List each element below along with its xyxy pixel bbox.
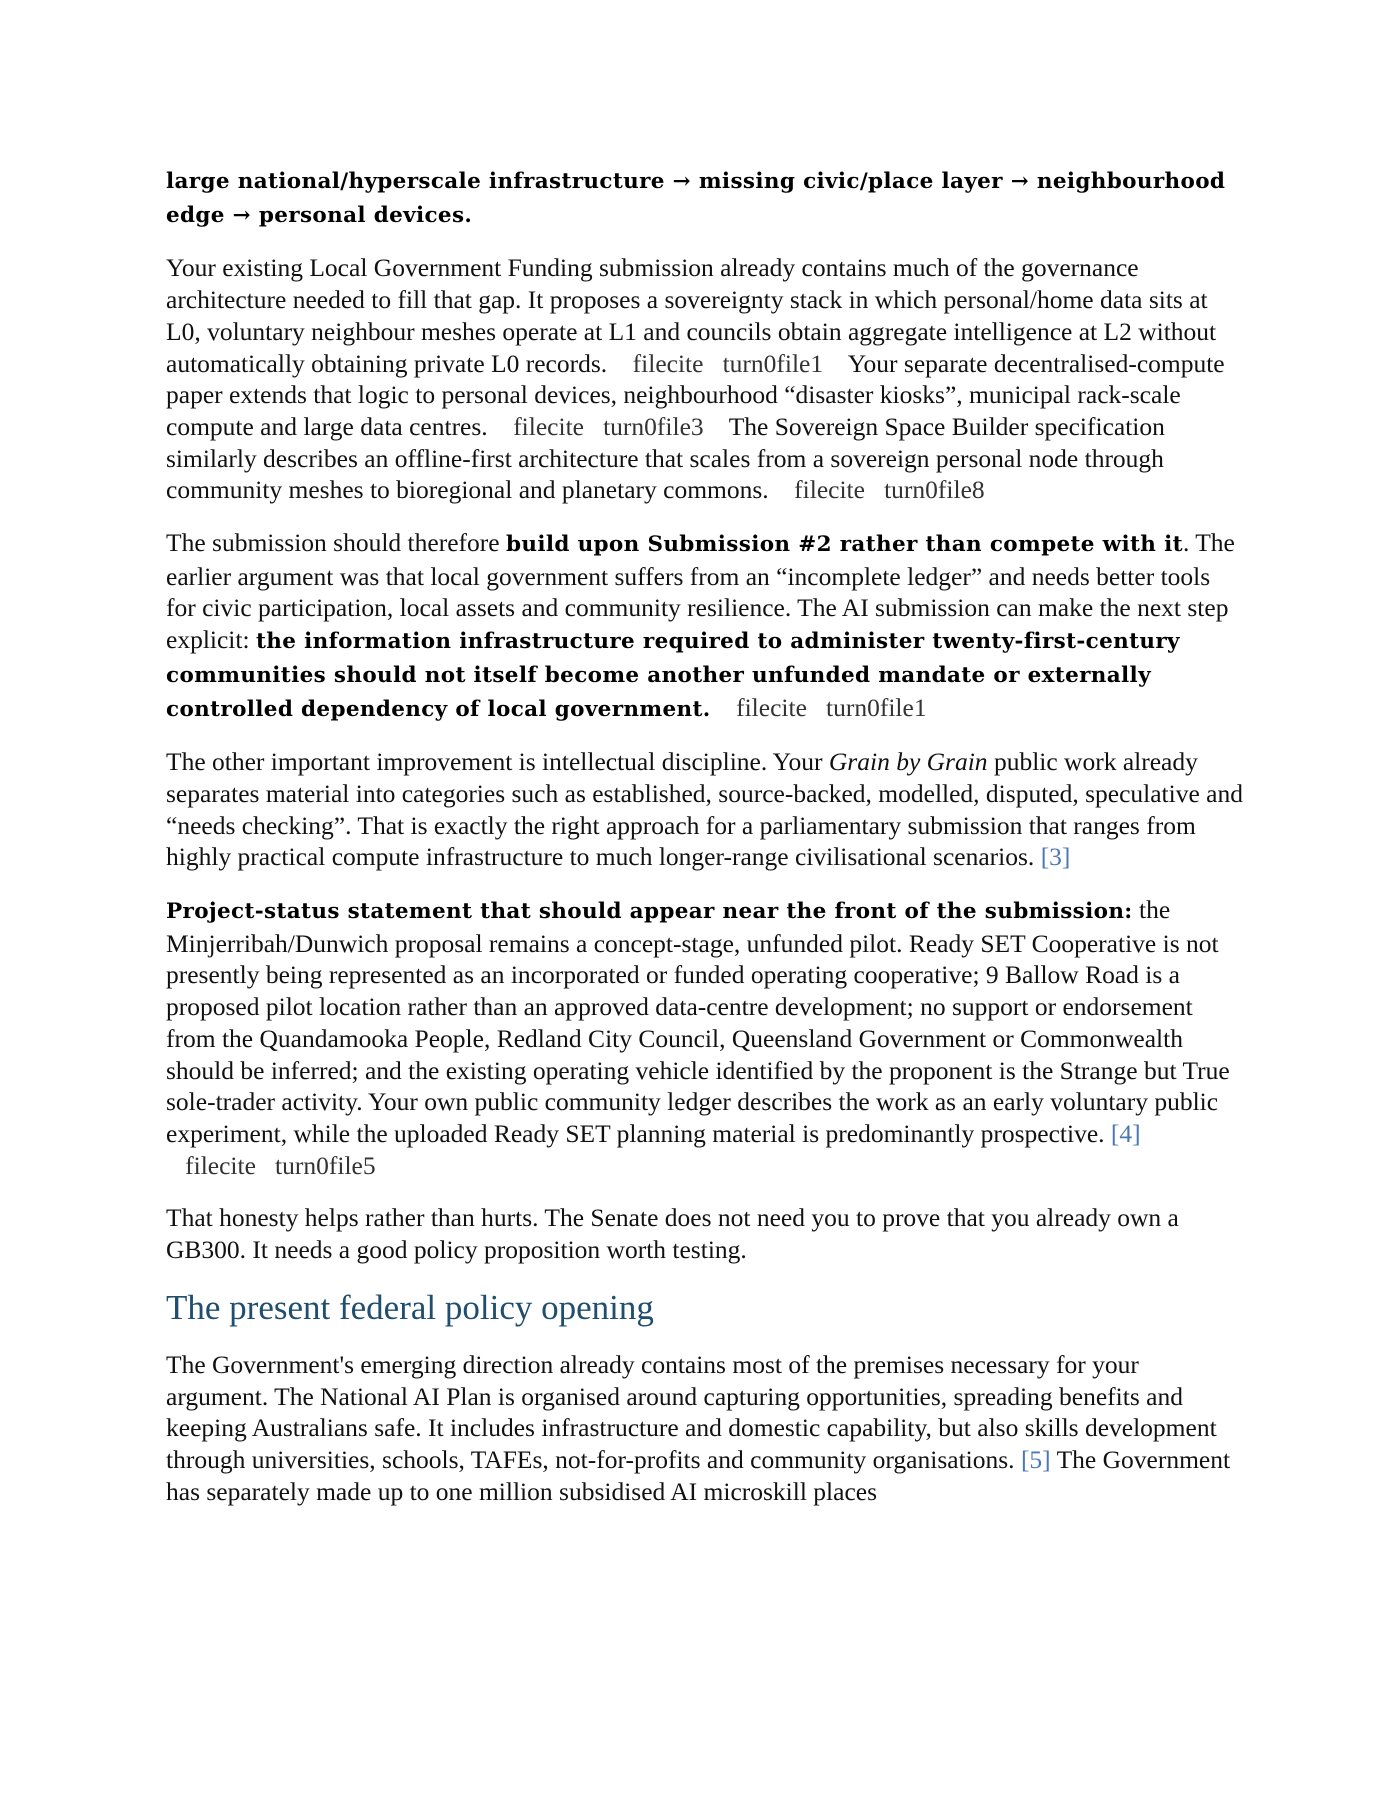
file-citation: filecite turn0file3 [487, 411, 729, 441]
body-text: That honesty helps rather than hurts. The Senate does not need you to prove that you already own a GB300. It needs a good policy proposition worth testing. [166, 1203, 1179, 1265]
body-text: The other important improvement is intellectual discipline. Your [166, 747, 829, 777]
paragraph-layer-stack [166, 164, 1246, 231]
body-text: Your separate decentralised-compute paper extends that logic to personal devices, neighbourhood “disaster kiosks”, municipal rack-scale compute and large data centres. [166, 348, 1225, 441]
document-page [166, 164, 1246, 1528]
bold-text: Project-status statement that should appear near the front of the submission: [166, 899, 1133, 925]
body-text: public work already separates material into categories such as established, source-backed, modelled, disputed, speculative and “needs checking”. That is exactly the right approach for a parliamentary submission that ranges from highly practical compute infrastructure to much longer-range civilisational scenarios. [166, 747, 1243, 872]
bold-text: build upon Submission #2 rather than compete with it [505, 532, 1183, 558]
paragraph-build-upon [166, 527, 1246, 725]
file-citation: filecite turn0file8 [768, 475, 985, 505]
reference-link[interactable]: [3] [1040, 842, 1071, 872]
bold-text: large national/hyperscale infrastructure → missing civic/place layer → neighbourhood edge → personal devices. [166, 169, 1226, 228]
body-text: The Sovereign Space Builder specification similarly describes an offline-first architecture that scales from a sovereign personal node through community meshes to bioregional and planetary commons. [166, 411, 1165, 505]
body-text: The submission should therefore [166, 528, 506, 558]
file-citation: filecite turn0file1 [710, 692, 927, 722]
file-citation: filecite turn0file1 [607, 348, 848, 378]
section-heading: The present federal policy opening [166, 1287, 654, 1327]
paragraph-project-status [166, 894, 1246, 1181]
reference-link[interactable]: [4] [1110, 1118, 1141, 1148]
paragraph-honesty [166, 1202, 1246, 1265]
italic-title: Grain by Grain [828, 747, 988, 777]
file-citation: filecite turn0file5 [166, 1150, 376, 1180]
body-text: the Minjerribah/Dunwich proposal remains a concept-stage, unfunded pilot. Ready SET Cooperative is not presently being represented as an incorporated or funded operating cooperative; 9 Ballow Road is a proposed pilot location rather than an approved data-centre development; no support or endorsement from the Quandamooka People, Redland City Council, Queensland Government or Commonwealth should be inferred; and the existing operating vehicle identified by the proponent is the Strange but True sole-trader activity. Your own public community ledger describes the work as an early voluntary public experiment, while the uploaded Ready SET planning material is predominantly prospective. [166, 895, 1230, 1148]
body-text: The Government's emerging direction already contains most of the premises necessary for your argument. The National AI Plan is organised around capturing opportunities, spreading benefits and keeping Australians safe. It includes infrastructure and domestic capability, but also skills development through universities, schools, TAFEs, not-for-profits and community organisations. [166, 1349, 1217, 1474]
paragraph-federal-policy [166, 1349, 1246, 1508]
body-text: . The earlier argument was that local government suffers from an “incomplete ledger” and needs better tools for civic participation, local assets and community resilience. The AI submission can make the next step explicit: [166, 528, 1235, 655]
paragraph-intellectual-discipline [166, 746, 1246, 873]
paragraph-existing-submission [166, 252, 1246, 506]
reference-link[interactable]: [5] [1020, 1444, 1051, 1474]
body-text: The Government has separately made up to one million subsidised AI microskill places [166, 1444, 1231, 1506]
bold-text: the information infrastructure required to administer twenty-first-century communities should not itself become another unfunded mandate or externally controlled dependency of local government. [166, 629, 1180, 722]
body-text: Your existing Local Government Funding submission already contains much of the governance architecture needed to fill that gap. It proposes a sovereignty stack in which personal/home data sits at L0, voluntary neighbour meshes operate at L1 and councils obtain aggregate intelligence at L2 without automatically obtaining private L0 records. [166, 253, 1217, 378]
